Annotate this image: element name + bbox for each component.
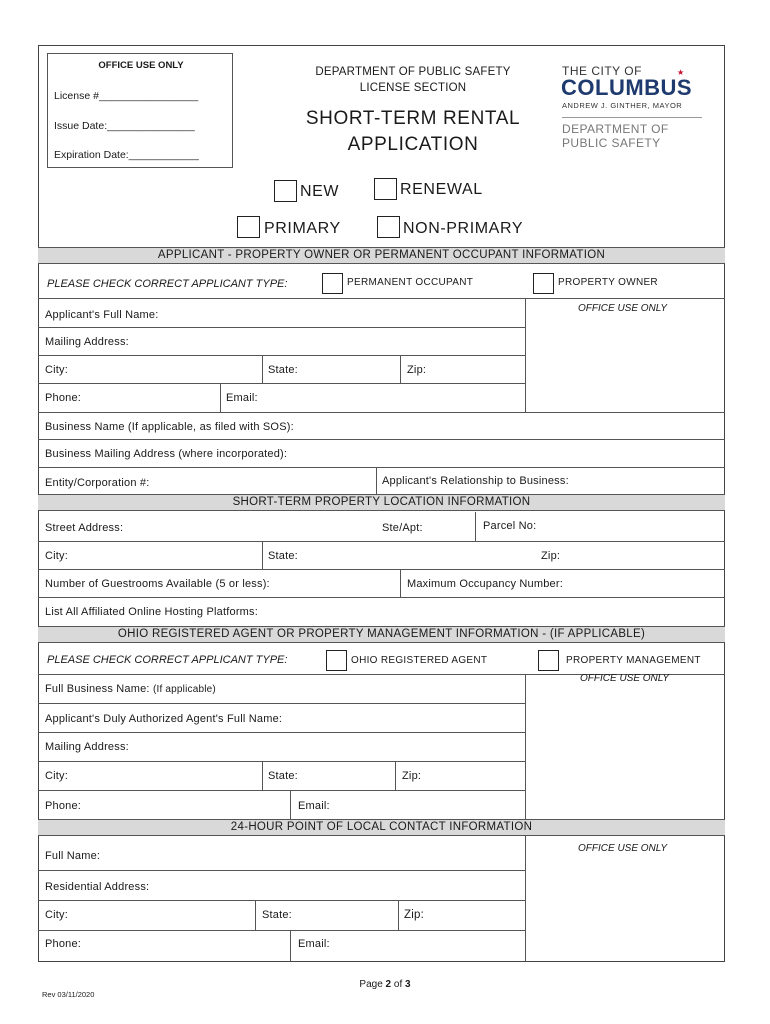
agent-zip-field[interactable]: Zip: <box>402 770 422 782</box>
applicant-full-name-field[interactable]: Applicant's Full Name: <box>45 309 159 321</box>
form-title-line-2: APPLICATION <box>347 134 479 155</box>
contact-zip-field[interactable]: Zip: <box>404 909 424 921</box>
ohio-agent-label: OHIO REGISTERED AGENT <box>351 655 488 666</box>
divider <box>262 541 263 569</box>
property-management-label: PROPERTY MANAGEMENT <box>566 655 701 666</box>
logo-columbus: COLUMBUS <box>561 75 693 100</box>
divider <box>38 703 525 704</box>
divider <box>525 836 526 961</box>
business-mailing-address-field[interactable]: Business Mailing Address (where incorporated): <box>45 448 288 460</box>
property-management-checkbox[interactable] <box>538 650 559 671</box>
divider <box>400 569 401 597</box>
divider <box>38 761 525 762</box>
divider <box>525 674 526 819</box>
applicant-email-field[interactable]: Email: <box>226 392 258 404</box>
divider <box>290 790 291 819</box>
divider <box>38 412 725 413</box>
renewal-checkbox[interactable] <box>374 178 397 200</box>
property-ste-apt-field[interactable]: Ste/Apt: <box>382 522 423 534</box>
if-applicable-note: (If applicable) <box>152 684 216 695</box>
department-heading <box>278 64 548 96</box>
agent-state-field[interactable]: State: <box>268 770 298 782</box>
expiration-date-field: Expiration Date:____________ <box>54 149 199 161</box>
office-use-only-note: OFFICE USE ONLY <box>578 303 668 314</box>
divider <box>38 355 525 356</box>
non-primary-checkbox[interactable] <box>377 216 400 238</box>
permanent-occupant-checkbox[interactable] <box>322 273 343 294</box>
divider <box>290 930 291 961</box>
agent-city-field[interactable]: City: <box>45 770 68 782</box>
agent-section-header: OHIO REGISTERED AGENT OR PROPERTY MANAGEMENT INFORMATION - (IF APPLICABLE) <box>38 626 725 643</box>
hosting-platforms-field[interactable]: List All Affiliated Online Hosting Platforms: <box>45 606 259 618</box>
renewal-label: RENEWAL <box>400 181 483 198</box>
contact-state-field[interactable]: State: <box>262 909 292 921</box>
property-city-field[interactable]: City: <box>45 550 68 562</box>
logo-department <box>562 122 669 150</box>
divider <box>38 541 725 542</box>
property-state-field[interactable]: State: <box>268 550 298 562</box>
office-use-box <box>47 53 233 168</box>
page-total: 3 <box>405 979 411 990</box>
logo-divider <box>562 117 702 118</box>
new-label: NEW <box>300 183 340 200</box>
relationship-to-business-field[interactable]: Applicant's Relationship to Business: <box>382 475 569 487</box>
business-name-field[interactable]: Business Name (If applicable, as filed with SOS): <box>45 421 294 433</box>
agent-phone-field[interactable]: Phone: <box>45 800 82 812</box>
full-business-name-field[interactable] <box>45 683 216 695</box>
page-prefix: Page <box>359 979 383 990</box>
applicant-city-field[interactable]: City: <box>45 364 68 376</box>
divider <box>255 900 256 930</box>
divider <box>38 900 525 901</box>
divider <box>38 732 525 733</box>
contact-residential-address-field[interactable]: Residential Address: <box>45 881 150 893</box>
license-number-field: License #_________________ <box>54 90 199 102</box>
divider <box>38 569 725 570</box>
page-current: 2 <box>385 979 392 990</box>
non-primary-label: NON-PRIMARY <box>403 220 524 237</box>
divider <box>38 790 525 791</box>
contact-section-header: 24-HOUR POINT OF LOCAL CONTACT INFORMATION <box>38 819 725 836</box>
dept-line-1: DEPARTMENT OF PUBLIC SAFETY <box>315 66 511 78</box>
revision-date: Rev 03/11/2020 <box>42 990 95 999</box>
agent-email-field[interactable]: Email: <box>298 800 330 812</box>
applicant-type-prompt: PLEASE CHECK CORRECT APPLICANT TYPE: <box>47 278 288 290</box>
divider <box>525 298 526 412</box>
full-business-name-label: Full Business Name: <box>45 683 150 695</box>
page-of: of <box>393 979 403 990</box>
office-use-only-note: OFFICE USE ONLY <box>578 843 668 854</box>
agent-full-name-field[interactable]: Applicant's Duly Authorized Agent's Full Name: <box>45 713 283 725</box>
primary-checkbox[interactable] <box>237 216 260 238</box>
parcel-number-field[interactable]: Parcel No: <box>483 520 537 532</box>
divider <box>262 355 263 383</box>
applicant-phone-field[interactable]: Phone: <box>45 392 82 404</box>
property-owner-checkbox[interactable] <box>533 273 554 294</box>
divider <box>398 900 399 930</box>
divider <box>38 597 725 598</box>
divider <box>38 439 725 440</box>
property-owner-label: PROPERTY OWNER <box>558 277 658 288</box>
contact-full-name-field[interactable]: Full Name: <box>45 850 101 862</box>
form-title <box>278 106 548 158</box>
contact-email-field[interactable]: Email: <box>298 938 330 950</box>
ohio-agent-checkbox[interactable] <box>326 650 347 671</box>
divider <box>38 467 725 468</box>
contact-city-field[interactable]: City: <box>45 909 68 921</box>
contact-phone-field[interactable]: Phone: <box>45 938 82 950</box>
new-checkbox[interactable] <box>274 180 297 202</box>
divider <box>262 761 263 790</box>
form-title-line-1: SHORT-TERM RENTAL <box>305 108 521 129</box>
property-street-address-field[interactable]: Street Address: <box>45 522 124 534</box>
divider <box>38 383 525 384</box>
applicant-zip-field[interactable]: Zip: <box>407 364 427 376</box>
office-use-only-note: OFFICE USE ONLY <box>580 673 670 684</box>
divider <box>38 930 525 931</box>
guestrooms-field[interactable]: Number of Guestrooms Available (5 or less): <box>45 578 270 590</box>
logo-city-of: THE CITY OF <box>562 64 642 78</box>
divider <box>38 298 725 299</box>
agent-mailing-address-field[interactable]: Mailing Address: <box>45 741 129 753</box>
divider <box>38 870 525 871</box>
divider <box>38 327 525 328</box>
max-occupancy-field[interactable]: Maximum Occupancy Number: <box>407 578 563 590</box>
divider <box>475 512 476 541</box>
divider <box>400 355 401 383</box>
permanent-occupant-label: PERMANENT OCCUPANT <box>347 277 474 288</box>
primary-label: PRIMARY <box>264 220 341 237</box>
applicant-section-header: APPLICANT - PROPERTY OWNER OR PERMANENT OCCUPANT INFORMATION <box>38 247 725 264</box>
applicant-state-field[interactable]: State: <box>268 364 298 376</box>
property-zip-field[interactable]: Zip: <box>541 550 561 562</box>
entity-corporation-field[interactable]: Entity/Corporation #: <box>45 477 150 489</box>
office-use-title: OFFICE USE ONLY <box>98 60 184 71</box>
logo-dept-line-2: PUBLIC SAFETY <box>562 136 661 150</box>
logo-dept-line-1: DEPARTMENT OF <box>562 122 669 136</box>
dept-line-2: LICENSE SECTION <box>359 82 467 94</box>
star-icon: ★ <box>677 68 685 77</box>
page-number <box>0 979 770 990</box>
divider <box>395 761 396 790</box>
agent-type-prompt: PLEASE CHECK CORRECT APPLICANT TYPE: <box>47 654 288 666</box>
issue-date-field: Issue Date:_______________ <box>54 120 195 132</box>
divider <box>376 467 377 494</box>
divider <box>220 383 221 412</box>
property-section-header: SHORT-TERM PROPERTY LOCATION INFORMATION <box>38 494 725 511</box>
logo-mayor: ANDREW J. GINTHER, MAYOR <box>562 101 683 110</box>
applicant-mailing-address-field[interactable]: Mailing Address: <box>45 336 129 348</box>
